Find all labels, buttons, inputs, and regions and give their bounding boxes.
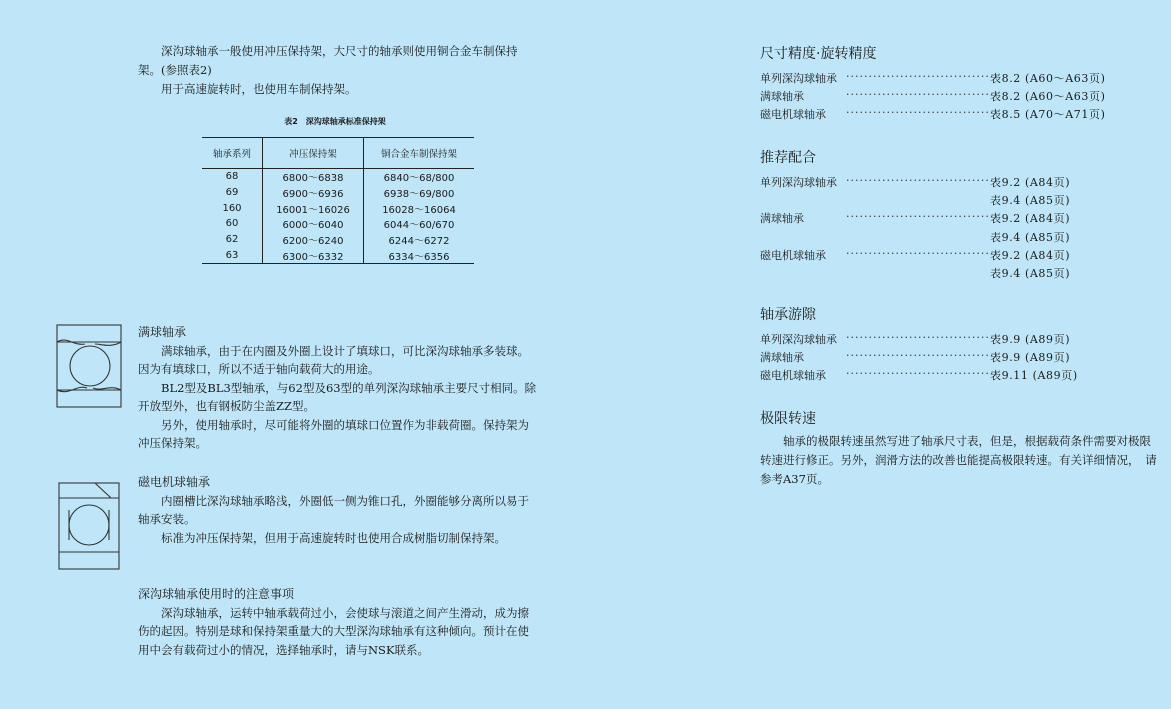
section-paragraph: 满球轴承，由于在内圈及外圈上设计了填球口，可比深沟球轴承多装球。因为有填球口，所以不适于轴向载荷大的用途。 [138, 343, 529, 376]
bearing-type: 满球轴承 [760, 351, 804, 365]
bearing-type: 满球轴承 [760, 212, 804, 226]
magneto-section [138, 473, 538, 547]
bearing-type: 单列深沟球轴承 [760, 333, 837, 346]
full-complement-section [138, 323, 538, 453]
table-reference: 表9.4 (A85页) [990, 194, 1071, 208]
table-row [202, 247, 474, 263]
reference-row [760, 210, 1160, 228]
leader-dots: ·································· [846, 331, 999, 344]
table-cell: 6900～6936 [263, 185, 364, 201]
intro-paragraph: 用于高速旋转时，也使用车制保持架。 [161, 82, 357, 96]
table-cell: 6200～6240 [263, 232, 364, 248]
reference-row [760, 70, 1160, 88]
table-cell: 69 [225, 187, 239, 199]
section-paragraph: 标准为冲压保持架，但用于高速旋转时也使用合成树脂切制保持架。 [161, 530, 506, 545]
table-cell: 6938～69/800 [364, 185, 475, 201]
fits-section [760, 147, 1160, 283]
table-row [202, 232, 474, 248]
table-row [202, 216, 474, 232]
section-paragraph: 另外，使用轴承时，尽可能将外圈的填球口位置作为非载荷圈。保持架为冲压保持架。 [138, 417, 529, 450]
table-reference: 表9.2 (A84页) [990, 176, 1071, 189]
table-cell: 62 [225, 234, 239, 246]
table-row [202, 185, 474, 201]
table-header: 铜合金车制保持架 [364, 138, 475, 169]
table-cell: 6044～60/670 [364, 216, 475, 232]
table-header: 冲压保持架 [263, 138, 364, 169]
section-heading: 极限转速 [760, 411, 816, 427]
bearing-type: 单列深沟球轴承 [760, 176, 837, 189]
bearing-type: 磁电机球轴承 [760, 108, 826, 122]
table-cell: 16028～16064 [364, 200, 475, 216]
reference-row [760, 265, 1160, 283]
table-cell: 6000～6040 [263, 216, 364, 232]
table-header-row [202, 138, 474, 169]
reference-row [760, 367, 1160, 385]
table-cell: 6300～6332 [263, 247, 364, 263]
section-heading: 推荐配合 [760, 150, 816, 166]
reference-row [760, 229, 1160, 247]
clearance-section [760, 304, 1160, 386]
intro-paragraph: 深沟球轴承一般使用冲压保持架，大尺寸的轴承则使用铜合金车制保持架。(参照表2) [138, 44, 518, 77]
standard-cage-table [202, 137, 474, 264]
leader-dots: ·································· [846, 210, 999, 224]
reference-row [760, 88, 1160, 106]
table-reference: 表9.9 (A89页) [990, 351, 1071, 365]
table-cell: 16001～16026 [263, 200, 364, 216]
intro-text [138, 42, 538, 99]
table-reference: 表9.4 (A85页) [990, 266, 1071, 280]
table-row [202, 169, 474, 185]
leader-dots: ·································· [846, 106, 999, 120]
leader-dots: ·································· [846, 246, 999, 260]
leader-dots: ·································· [846, 349, 999, 363]
reference-row [760, 349, 1160, 367]
reference-row [760, 174, 1160, 192]
section-heading: 轴承游隙 [760, 307, 816, 323]
table-cell: 160 [222, 202, 242, 214]
table-caption: 表2 深沟球轴承标准保持架 [284, 117, 386, 126]
bearing-type: 磁电机球轴承 [760, 248, 826, 262]
table-reference: 表9.2 (A84页) [990, 212, 1071, 226]
precautions-section [138, 585, 538, 659]
table-reference: 表9.9 (A89页) [990, 333, 1071, 346]
full-complement-bearing-diagram [55, 322, 125, 410]
limiting-speed-section [760, 408, 1160, 489]
table-cell: 60 [225, 218, 239, 230]
section-heading: 磁电机球轴承 [138, 475, 211, 489]
reference-row [760, 331, 1160, 349]
reference-row [760, 247, 1160, 265]
table-cell: 68 [225, 171, 239, 183]
section-paragraph: BL2型及BL3型轴承，与62型及63型的单列深沟球轴承主要尺寸相同。除开放型外，也有钢板防尘盖ZZ型。 [138, 380, 537, 413]
table-header: 轴承系列 [202, 138, 263, 169]
bearing-type: 单列深沟球轴承 [760, 72, 837, 85]
section-paragraph: 深沟球轴承，运转中轴承载荷过小，会使球与滚道之间产生滑动，成为擦伤的起因。特别是球和保持架重量大的大型深沟球轴承有这种倾向。预计在使用中会有载荷过小的情况，选择轴承时，请与NSK联系。 [138, 605, 529, 657]
section-heading: 尺寸精度·旋转精度 [760, 46, 877, 62]
table-reference: 表9.4 (A85页) [990, 230, 1071, 244]
table-cell: 6334～6356 [364, 247, 475, 263]
table-reference: 表9.2 (A84页) [990, 248, 1071, 262]
table-row [202, 200, 474, 216]
table-cell: 6800～6838 [263, 169, 364, 185]
leader-dots: ·································· [846, 88, 999, 102]
leader-dots: ·································· [846, 174, 999, 187]
bearing-type: 满球轴承 [760, 90, 804, 104]
leader-dots: ·································· [846, 367, 999, 381]
section-heading: 深沟球轴承使用时的注意事项 [138, 587, 295, 601]
accuracy-section [760, 43, 1160, 125]
table-reference: 表8.2 (A60～A63页) [990, 90, 1106, 104]
table-reference: 表8.2 (A60～A63页) [990, 72, 1106, 85]
reference-row [760, 106, 1160, 124]
magneto-bearing-diagram [55, 480, 125, 572]
leader-dots: ·································· [846, 70, 999, 83]
table-cell: 6840～68/800 [364, 169, 475, 185]
table-reference: 表9.11 (A89页) [990, 369, 1078, 383]
table-reference: 表8.5 (A70～A71页) [990, 108, 1106, 122]
table-cell: 6244～6272 [364, 232, 475, 248]
section-heading: 满球轴承 [138, 325, 187, 339]
reference-row [760, 192, 1160, 210]
bearing-type: 磁电机球轴承 [760, 369, 826, 383]
table-cell: 63 [202, 247, 263, 263]
section-paragraph: 内圈槽比深沟球轴承略浅，外圈低一侧为锥口孔，外圈能够分离所以易于轴承安装。 [138, 493, 529, 526]
section-paragraph: 轴承的极限转速虽然写进了轴承尺寸表，但是，根据载荷条件需要对极限转速进行修正。另外，润滑方法的改善也能提高极限转速。有关详细情况， 请参考A37页。 [760, 434, 1157, 486]
